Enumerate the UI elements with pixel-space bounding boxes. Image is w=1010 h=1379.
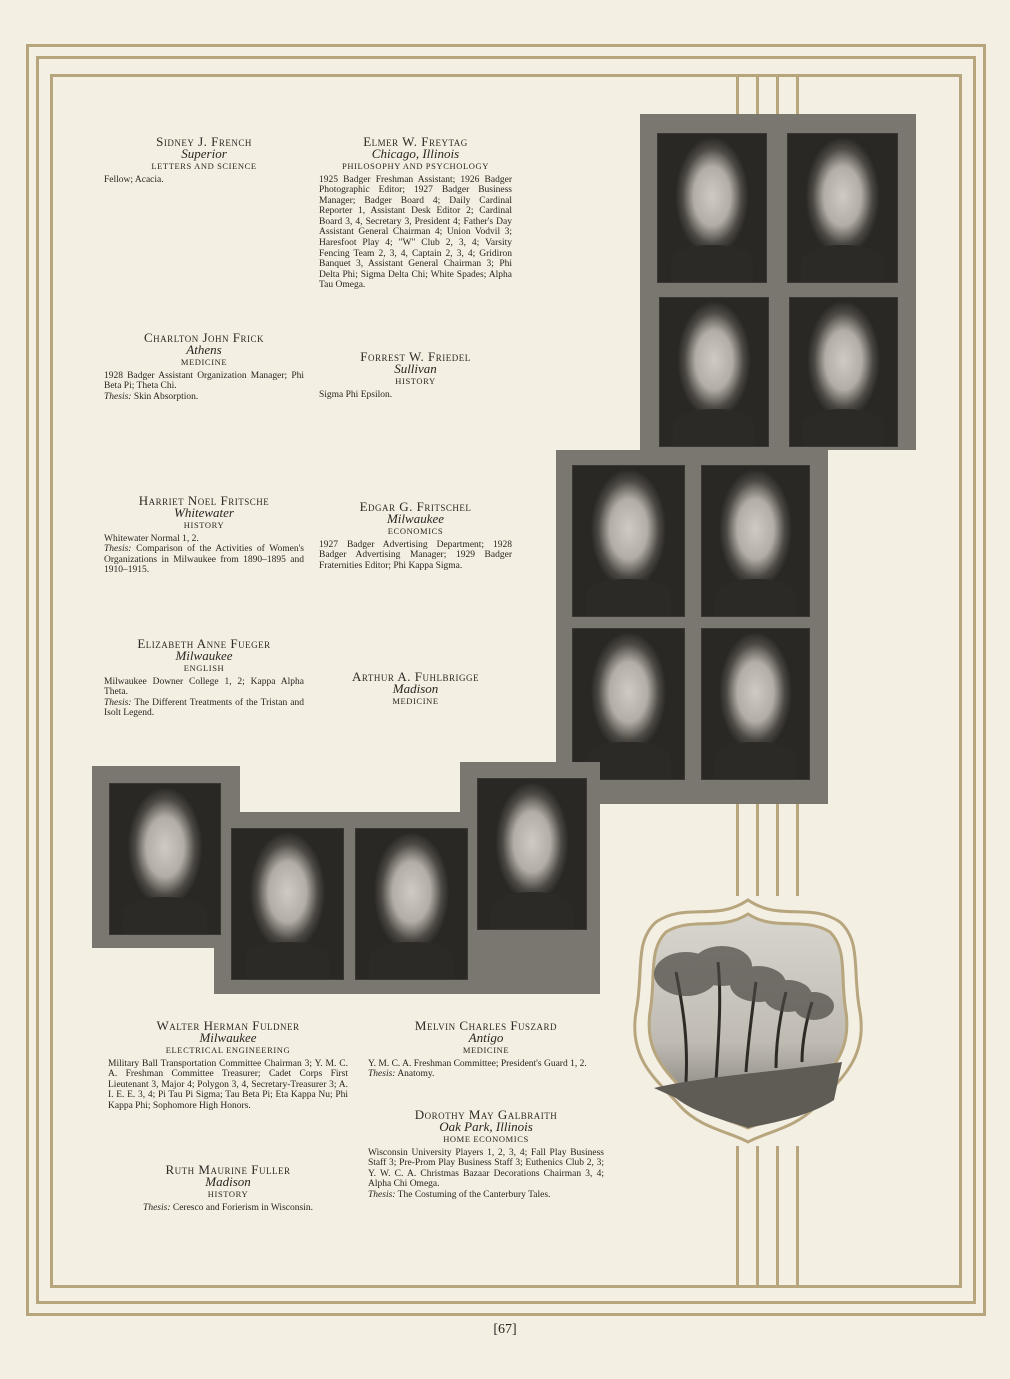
entry-freytag bbox=[319, 134, 512, 291]
mid-bar-4 bbox=[796, 804, 799, 896]
entry-name: Arthur A. Fuhlbrigge bbox=[352, 669, 479, 684]
landscape-cartouche bbox=[626, 892, 870, 1146]
thesis-label: Thesis: bbox=[104, 391, 132, 402]
portrait-photo bbox=[789, 297, 898, 447]
entry-bio: Wisconsin University Players 1, 2, 3, 4; Fall Play Business Staff 3; Pre-Prom Play Business Staff 3; Euthenics Club 2, 3; Y. W. C. A. Christmas Bazaar Decorations Chairman 3, 4; Alpha Chi Omega. Thesis: The Costuming of the Canterbury Tales. bbox=[368, 1147, 604, 1200]
top-bar-3 bbox=[776, 74, 779, 114]
entry-name: Sidney J. French bbox=[156, 134, 252, 149]
mid-bar-1 bbox=[736, 804, 739, 896]
entry-name: Ruth Maurine Fuller bbox=[165, 1162, 291, 1177]
entry-fuller bbox=[108, 1162, 348, 1213]
entry-friedel bbox=[319, 349, 512, 400]
entry-name: Forrest W. Friedel bbox=[360, 349, 471, 364]
entry-dept: MEDICINE bbox=[462, 1045, 510, 1055]
portrait-photo bbox=[701, 628, 810, 780]
entry-galbraith bbox=[368, 1107, 604, 1200]
entry-dept: HISTORY bbox=[207, 1189, 249, 1199]
entry-town: Superior bbox=[181, 145, 227, 161]
entry-dept: HISTORY bbox=[395, 376, 436, 386]
entry-dept: MEDICINE bbox=[180, 357, 228, 367]
entry-dept: LETTERS AND SCIENCE bbox=[151, 161, 257, 171]
entry-bio: Military Ball Transportation Committee Chairman 3; Y. M. C. A. Freshman Committee Treasurer; Cadet Corps First Lieutenant 3, Major 4; Polygon 3, 4, Secretary-Treasurer 3; A. I. E. E. 3, 4; Pi Tau Pi Sigma; Tau Beta Pi; Eta Kappa Nu; Phi Kappa Phi; Sophomore High Honors. bbox=[108, 1058, 348, 1111]
entry-name: Elizabeth Anne Fueger bbox=[137, 636, 271, 651]
portrait-photo bbox=[701, 465, 810, 617]
entry-town: Milwaukee bbox=[199, 1029, 257, 1045]
entry-dept: ENGLISH bbox=[183, 663, 225, 673]
mid-bar-2 bbox=[756, 804, 759, 896]
top-bar-4 bbox=[796, 74, 799, 114]
entry-town: Milwaukee bbox=[175, 647, 233, 663]
entry-bio: 1928 Badger Assistant Organization Manager; Phi Beta Pi; Theta Chi. Thesis: Skin Absorption. bbox=[104, 370, 304, 402]
entry-town: Sullivan bbox=[394, 360, 437, 376]
entry-fuszard bbox=[368, 1018, 604, 1080]
entry-name: Edgar G. Fritschel bbox=[359, 499, 472, 514]
entry-name: Melvin Charles Fuszard bbox=[414, 1018, 558, 1033]
entry-town: Whitewater bbox=[174, 504, 234, 520]
entry-dept: PHILOSOPHY AND PSYCHOLOGY bbox=[342, 161, 489, 171]
low-bar-4 bbox=[796, 1146, 799, 1288]
low-bar-2 bbox=[756, 1146, 759, 1288]
entry-fuldner bbox=[108, 1018, 348, 1111]
portrait-photo bbox=[477, 778, 587, 930]
entry-dept: MEDICINE bbox=[392, 696, 439, 706]
thesis-label: Thesis: bbox=[104, 697, 132, 708]
portrait-photo bbox=[572, 465, 685, 617]
entry-fueger bbox=[104, 636, 304, 719]
thesis-label: Thesis: bbox=[368, 1189, 396, 1200]
entry-bio: 1927 Badger Advertising Department; 1928 Badger Advertising Manager; 1929 Badger Fraternities Editor; Phi Kappa Sigma. bbox=[319, 539, 512, 571]
portrait-photo bbox=[659, 297, 769, 447]
entry-name: Charlton John Frick bbox=[144, 330, 264, 345]
entry-town: Madison bbox=[392, 680, 439, 696]
entry-town: Milwaukee bbox=[386, 510, 445, 526]
entry-town: Chicago, Illinois bbox=[371, 145, 460, 161]
entry-town: Athens bbox=[186, 341, 222, 357]
low-bar-1 bbox=[736, 1146, 739, 1288]
entry-bio: Milwaukee Downer College 1, 2; Kappa Alpha Theta. Thesis: The Different Treatments of the Tristan and Isolt Legend. bbox=[104, 676, 304, 719]
thesis-label: Thesis: bbox=[104, 544, 132, 555]
thesis-label: Thesis: bbox=[368, 1069, 396, 1080]
top-bar-2 bbox=[756, 74, 759, 114]
portrait-photo bbox=[355, 828, 468, 980]
entry-dept: HISTORY bbox=[183, 520, 225, 530]
top-bar-1 bbox=[736, 74, 739, 114]
entry-name: Elmer W. Freytag bbox=[363, 134, 468, 149]
portrait-photo bbox=[231, 828, 344, 980]
entry-fritsche bbox=[104, 493, 305, 576]
mid-bar-3 bbox=[776, 804, 779, 896]
entry-fuhlbrigge bbox=[319, 669, 512, 707]
entry-bio: Thesis: Ceresco and Forierism in Wisconsin. bbox=[143, 1202, 313, 1213]
entry-bio: 1925 Badger Freshman Assistant; 1926 Badger Photographic Editor; 1927 Badger Business Manager; Badger Board 4; Daily Cardinal Reporter 1, Assistant Desk Editor 2; Cardinal Board 3, 4, Secretary 3, President 4; Father's Day Assistant General Chairman 4; Union Vodvil 3; Haresfoot Play 4; "W" Club 2, 3, 4; Varsity Fencing Team 2, 3, 4, Captain 2, 3, 4; Gridiron Banquet 3, Assistant General Chairman 3; Phi Delta Phi; Sigma Delta Chi; White Spades; Alpha Tau Omega. bbox=[319, 174, 512, 291]
portrait-photo bbox=[572, 628, 685, 780]
entry-town: Antigo bbox=[468, 1029, 504, 1045]
entry-bio: Fellow; Acacia. bbox=[104, 174, 164, 185]
entry-french bbox=[104, 134, 304, 185]
entry-frick bbox=[104, 330, 304, 402]
entry-dept: ELECTRICAL ENGINEERING bbox=[165, 1045, 291, 1055]
entry-bio: Whitewater Normal 1, 2. Thesis: Comparison of the Activities of Women's Organizations in Milwaukee from 1890–1895 and 1910–1915. bbox=[104, 533, 305, 576]
thesis-label: Thesis: bbox=[143, 1202, 171, 1213]
entry-dept: ECONOMICS bbox=[387, 526, 444, 536]
entry-town: Madison bbox=[205, 1173, 251, 1189]
page-number: [67] bbox=[493, 1322, 517, 1337]
entry-bio: Sigma Phi Epsilon. bbox=[319, 389, 393, 400]
entry-name: Harriet Noel Fritsche bbox=[138, 493, 270, 508]
entry-dept: HOME ECONOMICS bbox=[443, 1134, 529, 1144]
entry-town: Oak Park, Illinois bbox=[439, 1118, 533, 1134]
low-bar-3 bbox=[776, 1146, 779, 1288]
portrait-photo bbox=[109, 783, 221, 935]
portrait-photo bbox=[787, 133, 898, 283]
entry-bio: Y. M. C. A. Freshman Committee; President's Guard 1, 2. Thesis: Anatomy. bbox=[368, 1058, 587, 1080]
entry-name: Dorothy May Galbraith bbox=[414, 1107, 558, 1122]
entry-fritschel bbox=[319, 499, 512, 571]
entry-name: Walter Herman Fuldner bbox=[156, 1018, 300, 1033]
portrait-photo bbox=[657, 133, 767, 283]
